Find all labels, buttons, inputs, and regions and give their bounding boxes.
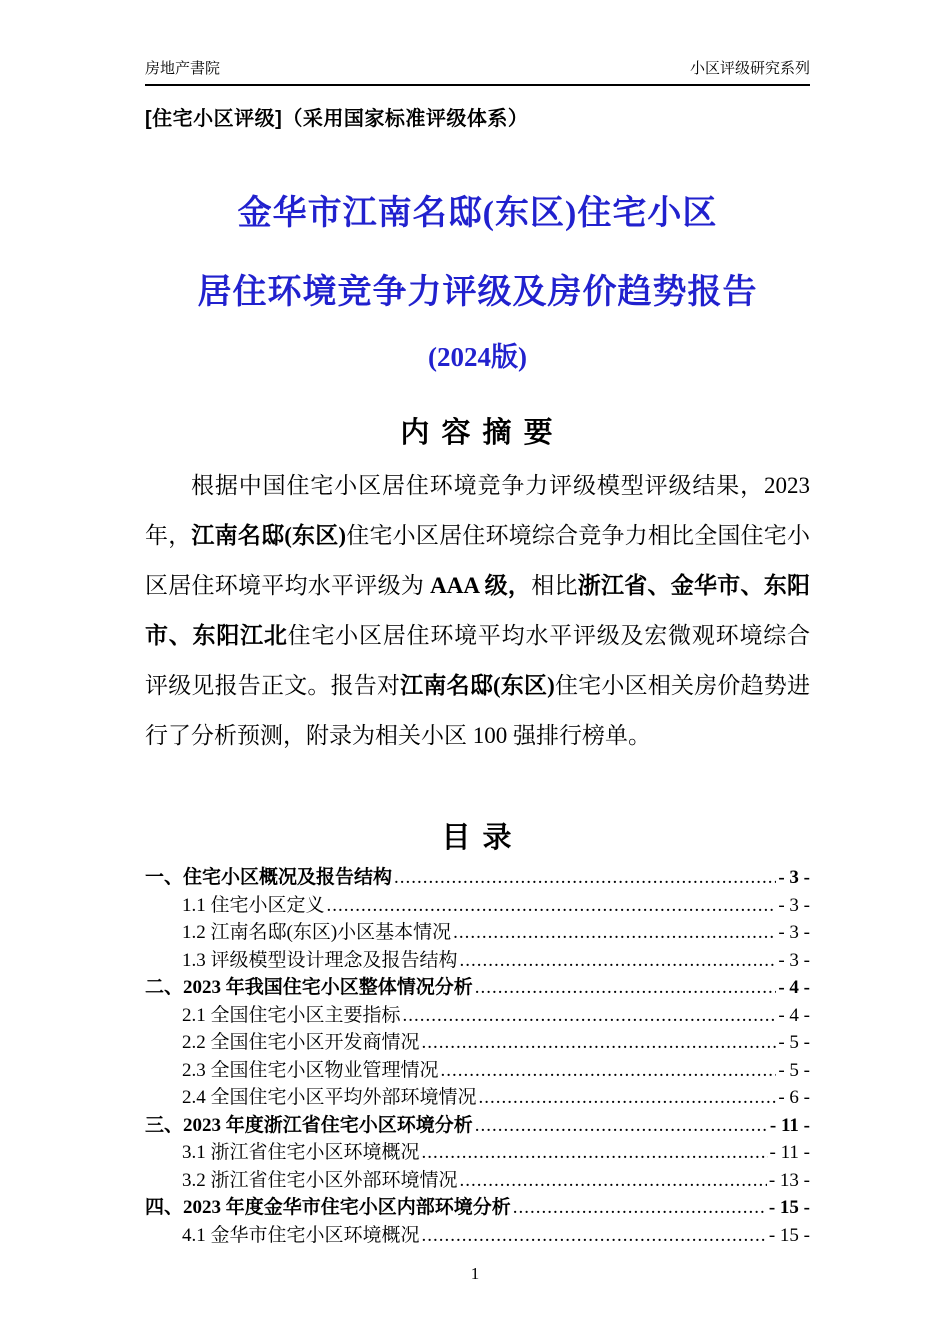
toc-leader-dots — [460, 947, 777, 975]
toc-entry-label: 1.2 江南名邸(东区)小区基本情况 — [182, 922, 452, 943]
toc-leader-dots — [422, 1222, 767, 1250]
toc-leader-dots — [453, 919, 776, 947]
toc-entry — [145, 1139, 810, 1167]
toc-entry-label: 2.2 全国住宅小区开发商情况 — [182, 1032, 420, 1053]
toc-entry-page: - 15 - — [768, 1224, 810, 1246]
toc-entry-page: - 3 - — [778, 894, 810, 916]
toc-entry-label: 1.3 评级模型设计理念及报告结构 — [182, 949, 458, 971]
toc-entry-page: - 4 - — [778, 977, 810, 998]
toc-leader-dots — [475, 1112, 768, 1140]
toc-leader-dots — [422, 1029, 777, 1057]
summary-paragraph — [145, 461, 810, 761]
toc-entry-page: - 15 - — [768, 1197, 810, 1218]
summary-segment-bold: 江南名邸(东区) — [400, 673, 555, 698]
toc-entry-label: 1.1 住宅小区定义 — [182, 894, 325, 916]
toc-entry — [145, 864, 810, 892]
toc-leader-dots — [403, 1002, 777, 1030]
toc-entry-page: - 11 - — [769, 1114, 810, 1136]
toc-entry — [145, 1112, 810, 1140]
toc-entry-label: 2.4 全国住宅小区平均外部环境情况 — [182, 1087, 477, 1108]
toc-entry — [145, 1222, 810, 1250]
toc-leader-dots — [394, 864, 776, 892]
summary-segment: 相比 — [531, 573, 578, 598]
page-header — [145, 57, 810, 86]
toc-entry-page: - 11 - — [769, 1142, 810, 1163]
toc-entry-label: 3.1 浙江省住宅小区环境概况 — [182, 1142, 420, 1163]
toc-entry — [145, 1029, 810, 1057]
toc-entry-label: 2.3 全国住宅小区物业管理情况 — [182, 1059, 439, 1081]
toc-entry-page: - 3 - — [778, 922, 810, 943]
page-number: 1 — [470, 1264, 480, 1283]
toc-entry — [145, 1002, 810, 1030]
toc-entry-label: 2.1 全国住宅小区主要指标 — [182, 1004, 401, 1026]
toc-leader-dots — [479, 1084, 777, 1112]
toc-entry — [145, 1084, 810, 1112]
toc-entry — [145, 947, 810, 975]
toc-entry — [145, 1167, 810, 1195]
toc-entry-label: 一、住宅小区概况及报告结构 — [145, 867, 393, 888]
toc-leader-dots — [422, 1139, 768, 1167]
toc-entry-label: 三、2023 年度浙江省住宅小区环境分析 — [145, 1114, 473, 1136]
report-title-block — [145, 185, 810, 374]
toc-entry-page: - 5 - — [778, 1032, 810, 1053]
toc-leader-dots — [460, 1167, 767, 1195]
summary-segment-bold: 江南名邸(东区) — [191, 523, 347, 548]
toc-leader-dots — [475, 974, 777, 1002]
summary-segment-bold: 浙江省、金华市、东阳市、东阳江北 — [145, 573, 811, 648]
toc-entry-label: 二、2023 年我国住宅小区整体情况分析 — [145, 977, 473, 998]
header-right-text: 小区评级研究系列 — [689, 60, 810, 77]
report-title-line1: 金华市江南名邸(东区)住宅小区 — [237, 195, 718, 232]
toc-entry-label: 四、2023 年度金华市住宅小区内部环境分析 — [145, 1197, 511, 1218]
toc-entry-page: - 5 - — [778, 1059, 810, 1081]
report-title-line2: 居住环境竞争力评级及房价趋势报告 — [197, 274, 758, 311]
toc-entry-label: 4.1 金华市住宅小区环境概况 — [182, 1224, 420, 1246]
toc-leader-dots — [441, 1057, 777, 1085]
rating-system-tag: [住宅小区评级]（采用国家标准评级体系） — [145, 108, 529, 130]
toc-list — [145, 864, 810, 1249]
toc-entry-page: - 6 - — [778, 1087, 810, 1108]
toc-entry-page: - 13 - — [768, 1169, 810, 1191]
header-left-text: 房地产書院 — [145, 60, 221, 77]
toc-heading: 目 录 — [441, 822, 514, 854]
toc-entry — [145, 919, 810, 947]
toc-entry-page: - 3 - — [778, 949, 810, 971]
toc-leader-dots — [513, 1194, 767, 1222]
toc-entry — [145, 892, 810, 920]
toc-entry — [145, 974, 810, 1002]
toc-entry-page: - 3 - — [778, 867, 810, 888]
toc-entry — [145, 1194, 810, 1222]
toc-entry — [145, 1057, 810, 1085]
summary-heading: 内 容 摘 要 — [400, 417, 555, 449]
summary-segment: 住宅小区相关房价趋势进行了分析预测，附录为相关小区 100 强排行榜单。 — [145, 673, 810, 748]
summary-segment-bold: AAA 级， — [430, 573, 532, 598]
toc-leader-dots — [327, 892, 777, 920]
toc-entry-page: - 4 - — [778, 1004, 810, 1026]
summary-segment: 住宅小区居住环境综合竞争力相比全国住宅小区居住环境平均水平评级为 — [145, 523, 811, 598]
report-edition: (2024版) — [428, 342, 527, 372]
summary-segment: 住宅小区居住环境平均水平评级及宏微观环境综合评级见报告正文。报告对 — [145, 623, 811, 698]
summary-segment: 根据中国住宅小区居住环境竞争力评级模型评级结果，2023 年， — [145, 473, 810, 548]
toc-entry-label: 3.2 浙江省住宅小区外部环境情况 — [182, 1169, 458, 1191]
